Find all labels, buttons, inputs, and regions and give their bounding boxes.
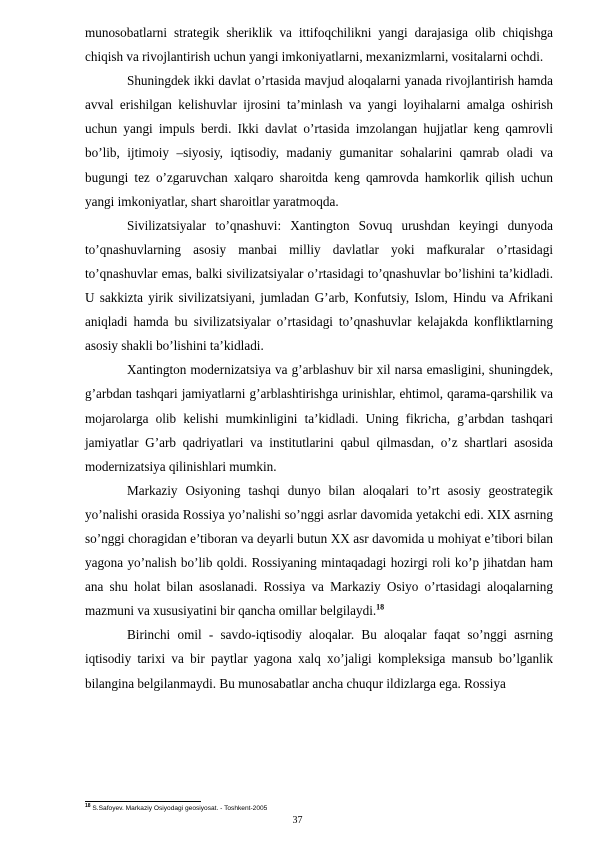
- footnote-text: S.Safoyev. Markaziy Osiyodagi geosiyosat. - Toshkent-2005: [90, 805, 268, 812]
- body-text: [85, 21, 553, 696]
- footnote-number: 18: [85, 802, 91, 809]
- footnote: [85, 804, 545, 813]
- paragraph-first-factor: Birinchi omil - savdo-iqtisodiy aloqalar. Bu aloqalar faqat so’nggi asrning iqtisodiy tarixi va bir paytlar yagona xalq xo’jaligi kompleksiga mansub bo’lganlik bilangina belgilanmaydi. Bu munosabatlar ancha chuqur ildizlarga ega. Rossiya: [85, 627, 553, 691]
- page-number: 37: [292, 815, 303, 826]
- footnote-reference: 18: [376, 602, 385, 612]
- paragraph-bilateral-relations: Shuningdek ikki davlat o’rtasida mavjud aloqalarni yanada rivojlantirish hamda avval erishilgan kelishuvlar ijrosini ta’minlash va yangi loyihalarni amalga oshirish uchun yangi impuls berdi. Ikki davlat o’rtasida imzolangan hujjatlar keng qamrovli bo’lib, ijtimoiy –siyosiy, iqtisodiy, madaniy gumanitar sohalarini qamrab oladi va bugungi tez o’zgaruvchan xalqaro sharoitda keng qamrovda hamkorlik qilish uchun yangi imkoniyatlar, shart sharoitlar yaratmoqda.: [85, 73, 553, 209]
- paragraph-modernization: Xantington modernizatsiya va g’arblashuv bir xil narsa emasligini, shuningdek, g’arbdan tashqari jamiyatlarni g’arblashtirishga urinishlar, ehtimol, qarama-qarshilik va mojarolarga olib kelishi mumkinligini ta’kidladi. Uning fikricha, g’arbdan tashqari jamiyatlar G’arb qadriyatlari va institutlarini qabul qilmasdan, o’z shartlari asosida modernizatsiya qilinishlari mumkin.: [85, 362, 553, 474]
- paragraph-continuation: munosobatlarni strategik sheriklik va ittifoqchilikni yangi darajasiga olib chiqishga chiqish va rivojlantirish uchun yangi imkoniyatlarni, mexanizmlarni, vositalarni ochdi.: [85, 25, 553, 65]
- footnote-divider: [85, 801, 201, 802]
- paragraph-russia-direction: [85, 479, 553, 624]
- paragraph-russia-direction-text: Markaziy Osiyoning tashqi dunyo bilan aloqalari to’rt asosiy geostrategik yo’nalishi orasida Rossiya yo’nalishi so’nggi asrlar davomida yetakchi edi. XIX asrning so’nggi choragidan e’tiboran va deyarli butun XX asr davomida u mohiyat e’tibori bilan yagona yo’nalish bo’lib qoldi. Rossiyaning mintaqadagi hozirgi roli ko’p jihatdan ham ana shu holat bilan asoslanadi. Rossiya va Markaziy Osiyo o’rtasidagi aloqalarning mazmuni va xususiyatini bir qancha omillar belgilaydi.: [85, 482, 553, 619]
- paragraph-clash-of-civilizations: Sivilizatsiyalar to’qnashuvi: Xantington Sovuq urushdan keyingi dunyoda to’qnashuvlarning asosiy manbai milliy davlatlar yoki mafkuralar o’rtasidagi to’qnashuvlar emas, balki sivilizatsiyalar o’rtasidagi to’qnashuvlar bo’lishini ta’kidladi. U sakkizta yirik sivilizatsiyani, jumladan G’arb, Konfutsiy, Islom, Hindu va Afrikani aniqladi hamda bu sivilizatsiyalar o’rtasidagi to’qnashuvlar kelajakda konfliktlarning asosiy shakli bo’lishini ta’kidladi.: [85, 217, 553, 354]
